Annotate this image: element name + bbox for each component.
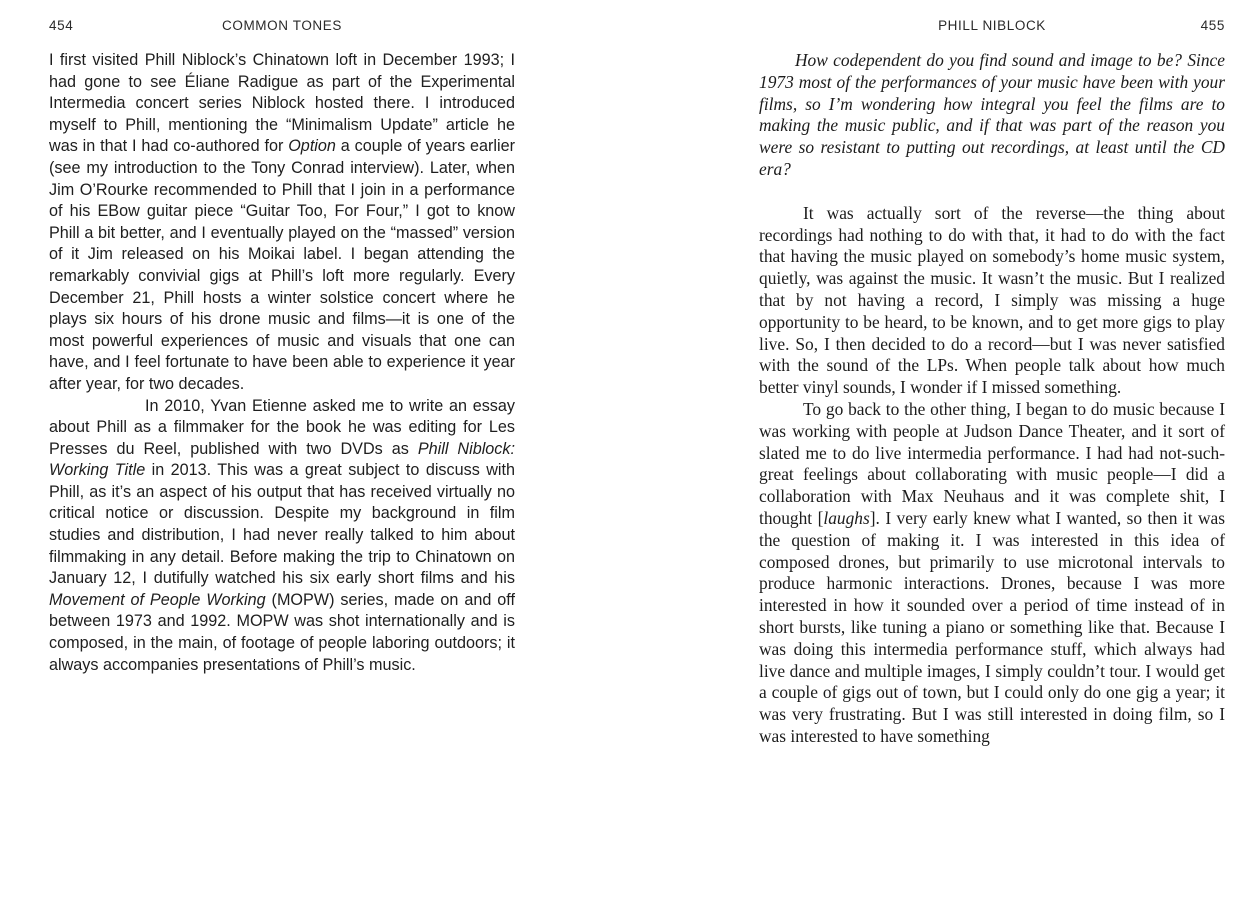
text-segment: It was actually sort of the reverse—the thing about recordings had nothing to do with that, it had to do with the fact that having the music played on somebody’s home music system, quietly, was against the music. It wasn’t the music. But I realized that by not having a record, I simply was missing a huge opportunity to be heard, to be known, and to get more gigs to play live. So, I then decided to do a record—but I was never satisfied with the sound of the LPs. When people talk about how much better vinyl sounds, I wonder if I missed something. [759, 202, 1225, 398]
right-page-body [759, 50, 1225, 748]
question-text: How codependent do you find sound and image to be? Since 1973 most of the performances of your music have been with your films, so I’m wondering how integral you feel the films are to making the music public, and if that was part of the reason you were so resistant to putting out recordings, at least until the CD era? [759, 50, 1225, 179]
italic-text-segment: Phill Niblock: Working Title [49, 439, 515, 480]
text-segment: In 2010, Yvan Etienne asked me to write an essay about Phill as a filmmaker for the book he was editing for Les Presses du Reel, published with two DVDs as [49, 396, 515, 458]
italic-text-segment: Movement of People Working [49, 590, 266, 609]
text-segment: (MOPW) series, made on and off between 1973 and 1992. MOPW was shot internationally and is composed, in the main, of footage of people laboring outdoors; it always accompanies presentations of Phill’s music. [49, 590, 515, 674]
left-page-body [49, 50, 515, 676]
text-segment: a couple of years earlier (see my introduction to the Tony Conrad interview). Later, when Jim O’Rourke recommended to Phill that I join in a performance of his EBow guitar piece “Guitar Too, For Four,” I got to know Phill a bit better, and I eventually played on the “massed” version of it Jim released on his Moikai label. I began attending the remarkably convivial gigs at Phill’s loft more regularly. Every December 21, Phill hosts a winter solstice concert where he plays six hours of his drone music and films—it is one of the most powerful experiences of music and visuals that one can have, and I feel fortunate to have been able to experience it year after year, for two decades. [49, 137, 516, 393]
right-column [759, 18, 1225, 748]
right-page [619, 0, 1239, 912]
right-page-number: 455 [1200, 18, 1225, 33]
left-page-number: 454 [49, 18, 74, 33]
left-column [49, 18, 515, 676]
paragraph [49, 396, 515, 677]
italic-text-segment: laughs [823, 507, 870, 528]
right-running-header [759, 18, 1225, 33]
text-segment: I first visited Phill Niblock’s Chinatown loft in December 1993; I had gone to see Éliane Radigue as part of the Experimental Intermedia concert series Niblock hosted there. I introduced myself to Phill, mentioning the “Minimalism Update” article he was in that I had co-authored for [49, 51, 515, 156]
text-segment: in 2013. This was a great subject to discuss with Phill, as it’s an aspect of his output that has received virtually no critical notice or discussion. Despite my background in film studies and distribution, I had never really talked to him about filmmaking in any detail. Before making the trip to Chinatown on January 12, I dutifully watched his six early short films and his [49, 461, 516, 588]
italic-text-segment: Option [288, 137, 336, 156]
text-segment: To go back to the other thing, I began to do music because I was working with people at Judson Dance Theater, and it sort of slated me to do live intermedia performance. I had had not-such-great feelings about collaborating with music people—I did a collaboration with Max Neuhaus and it was complete shit, I thought [ [759, 398, 1225, 528]
right-running-head: PHILL NIBLOCK [938, 18, 1046, 33]
interview-question [759, 50, 1225, 181]
left-running-head: COMMON TONES [222, 18, 342, 33]
text-segment: ]. I very early knew what I wanted, so then it was the question of making it. I was interested in this idea of composed drones, but primarily to use microtonal intervals to produce harmonic interactions. Drones, because I was more interested in how it sounded over a period of time instead of in short bursts, like tuning a piano or something like that. Because I was doing this intermedia performance stuff, which always had live dance and multiple images, I simply couldn’t tour. I would get a couple of gigs out of town, but I could only do one gig a year; it was very frustrating. But I was still interested in doing film, so I was interested to have something [759, 507, 1226, 746]
left-running-header [49, 18, 515, 33]
paragraph [49, 50, 515, 396]
paragraph [759, 203, 1225, 399]
left-page [0, 0, 619, 912]
paragraph [759, 399, 1225, 748]
